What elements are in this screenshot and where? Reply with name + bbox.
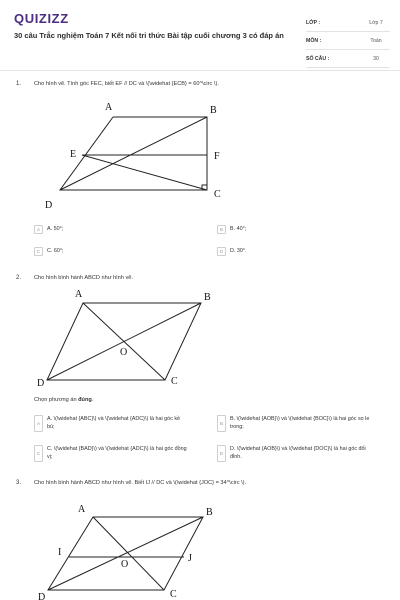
q1-label-e: E [70,149,77,160]
q3-label-a: A [78,504,86,515]
q1-label-c: C [214,189,221,200]
q1-option-d-badge: D [217,247,226,256]
page-title: 30 câu Trắc nghiệm Toán 7 Kết nối tri thức Bài tập cuối chương 3 có đáp án [14,31,284,40]
q3-label-i: I [58,547,62,558]
q2-label-d: D [37,378,45,389]
q3-label-d: D [38,592,46,600]
q1-option-b-text: B. 40°; [230,226,247,232]
q1-label-f: F [214,151,220,162]
question-1-number: 1. [16,81,22,87]
meta-label-subject: MÔN : [306,37,322,44]
q3-label-c: C [170,589,177,600]
question-2-text: Cho hình bình hành ABCD như hình vẽ. [34,275,133,281]
q1-option-a-text: A. 50°; [47,226,64,232]
q2-label-o: O [120,347,128,358]
q1-option-c-badge: C [34,247,43,256]
q1-option-a-badge: A [34,225,43,234]
quizizz-logo: QUIZIZZ [14,11,69,26]
q2-option-b-text: B. \(\widehat {AOB}\) và \(\widehat {BOC}\) là hai góc so le trong; [230,416,370,430]
question-3-text: Cho hình bình hành ABCD như hình vẽ. Biết IJ // DC và \(\widehat {JOC} = 34^\circ \). [34,480,247,486]
q2-option-d-text: D. \(\widehat {AOB}\) và \(\widehat {DOC}\) là hai góc đối đỉnh. [230,446,366,460]
q2-option-b-badge: B [217,415,226,432]
q2-option-c-text: C. \(\widehat {BAD}\) và \(\widehat {ADC}\) là hai góc đồng vị; [47,446,187,460]
q1-option-d-text: D. 30°. [230,248,247,254]
meta-value-subject: Toán [370,37,382,44]
question-3-number: 3. [16,480,22,486]
q1-label-b: B [210,105,217,116]
q2-option-a-badge: A [34,415,43,432]
meta-label-grade: LỚP : [306,19,321,26]
q2-option-d-badge: D [217,445,226,462]
q2-label-c: C [171,376,178,387]
q3-label-b: B [206,507,213,518]
q2-option-c-badge: C [34,445,43,462]
q2-label-b: B [204,292,211,303]
q2-label-a: A [75,289,83,300]
q2-prompt-emphasis: đúng [78,397,92,403]
q3-label-o: O [121,559,129,570]
q1-option-c-text: C. 60°; [47,248,64,254]
meta-value-count: 30 [373,55,379,62]
meta-value-grade: Lớp 7 [369,19,383,26]
q1-label-a: A [105,102,113,113]
meta-label-count: SỐ CÂU : [306,55,330,62]
question-2-number: 2. [16,275,22,281]
q1-option-b-badge: B [217,225,226,234]
question-1-text: Cho hình vẽ. Tính góc FEC, biết EF // DC và \(\widehat {ECB} = 60^\circ \). [34,81,219,87]
q1-label-d: D [45,200,53,211]
q3-label-j: J [188,553,192,564]
q2-prompt-suffix: . [91,397,94,403]
q2-option-a-text: A. \(\widehat {ABC}\) và \(\widehat {ADC}\) là hai góc kề bù; [47,416,181,430]
q2-prompt-prefix: Chọn phương án [34,397,77,403]
